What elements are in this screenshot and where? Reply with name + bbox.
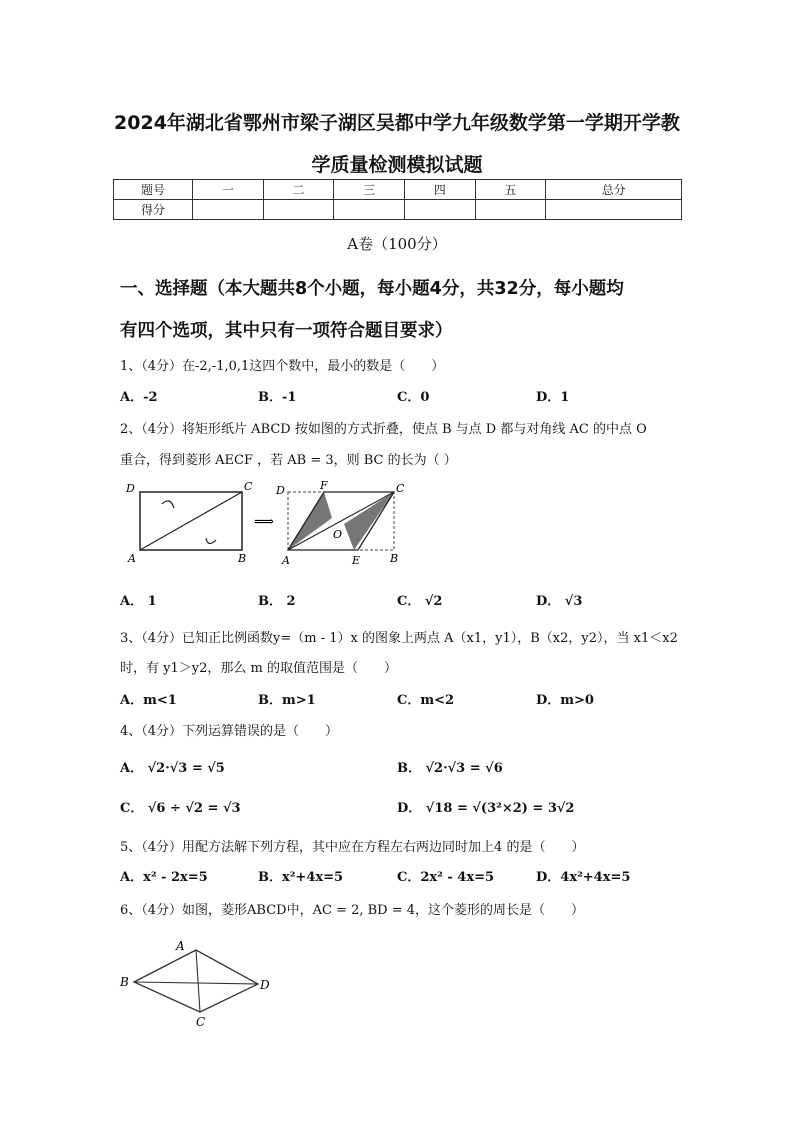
q2-folding-figure bbox=[118, 478, 418, 570]
part1-heading-line1: 一、选择题（本大题共8个小题，每小题4分，共32分，每小题均 bbox=[120, 279, 624, 299]
doc-title-line1: 2024年湖北省鄂州市梁子湖区吴都中学九年级数学第一学期开学教 bbox=[114, 112, 680, 134]
score-table bbox=[113, 179, 682, 220]
q2-label-right-a: A bbox=[282, 554, 290, 567]
score-header-cell: 题号 bbox=[114, 180, 193, 200]
q2-option-c[interactable]: C． √2 bbox=[397, 594, 443, 609]
score-cell[interactable] bbox=[263, 200, 334, 220]
q6-stem: 6、（4分）如图，菱形ABCD中，AC = 2, BD = 4，这个菱形的周长是（ ） bbox=[120, 903, 585, 918]
score-header-cell: 总分 bbox=[546, 180, 682, 200]
q2-transform-arrow: ⟹ bbox=[254, 514, 275, 530]
q2-label-right-e: E bbox=[352, 554, 361, 567]
score-cell[interactable] bbox=[334, 200, 405, 220]
q2-fold-arrow-bottom bbox=[206, 538, 216, 544]
score-cell[interactable] bbox=[404, 200, 475, 220]
q2-fold-arrow-top bbox=[162, 501, 174, 508]
q1-option-a[interactable]: A．-2 bbox=[120, 390, 158, 405]
q5-option-a[interactable]: A．x² - 2x=5 bbox=[120, 870, 208, 885]
q2-option-b[interactable]: B． 2 bbox=[258, 594, 296, 609]
q2-label-right-f: F bbox=[320, 479, 328, 492]
score-table-header-row bbox=[114, 180, 682, 200]
q6-label-a: A bbox=[176, 939, 185, 953]
q2-shaded-triangle-right bbox=[344, 492, 394, 550]
q6-rhombus bbox=[134, 950, 258, 1012]
q2-label-left-c: C bbox=[244, 480, 253, 493]
score-cell[interactable] bbox=[475, 200, 546, 220]
q4-option-b[interactable]: B． √2·√3 = √6 bbox=[397, 761, 503, 776]
score-header-cell: 一 bbox=[193, 180, 264, 200]
q2-shaded-triangle-left bbox=[288, 492, 332, 550]
q2-stem-line2: 重合，得到菱形 AECF ，若 AB = 3，则 BC 的长为（ ） bbox=[120, 453, 457, 468]
q5-option-c[interactable]: C．2x² - 4x=5 bbox=[397, 870, 495, 885]
score-header-cell: 二 bbox=[263, 180, 334, 200]
part1-heading-line2: 有四个选项，其中只有一项符合题目要求） bbox=[120, 321, 453, 341]
q4-option-a[interactable]: A． √2·√3 = √5 bbox=[120, 761, 225, 776]
q2-label-left-a: A bbox=[128, 552, 136, 565]
q1-stem: 1、（4分）在-2,-1,0,1这四个数中，最小的数是（ ） bbox=[120, 359, 445, 374]
q2-stem-line1: 2、（4分）将矩形纸片 ABCD 按如图的方式折叠，使点 B 与点 D 都与对角线 AC 的中点 O bbox=[120, 422, 647, 437]
score-cell[interactable] bbox=[193, 200, 264, 220]
q5-option-b[interactable]: B．x²+4x=5 bbox=[258, 870, 344, 885]
q5-option-d[interactable]: D．4x²+4x=5 bbox=[536, 870, 631, 885]
q1-option-d[interactable]: D．1 bbox=[536, 390, 570, 405]
doc-title-line2: 学质量检测模拟试题 bbox=[311, 154, 483, 176]
q4-option-d[interactable]: D． √18 = √(3²×2) = 3√2 bbox=[397, 801, 575, 816]
q2-label-left-b: B bbox=[238, 552, 247, 565]
q6-label-b: B bbox=[120, 975, 129, 989]
q6-label-d: D bbox=[260, 978, 270, 992]
q3-option-b[interactable]: B．m>1 bbox=[258, 693, 316, 708]
q6-label-c: C bbox=[196, 1015, 206, 1028]
q1-option-b[interactable]: B．-1 bbox=[258, 390, 297, 405]
q1-option-c[interactable]: C．0 bbox=[397, 390, 430, 405]
q3-option-d[interactable]: D．m>0 bbox=[536, 693, 594, 708]
section-a-heading: A卷（100分） bbox=[347, 235, 447, 253]
q3-option-a[interactable]: A．m<1 bbox=[120, 693, 177, 708]
score-row-label: 得分 bbox=[114, 200, 193, 220]
q2-diagonal-left bbox=[140, 492, 242, 550]
score-header-cell: 四 bbox=[404, 180, 475, 200]
q2-label-left-d: D bbox=[126, 482, 135, 495]
q2-label-right-c: C bbox=[396, 482, 405, 495]
q5-stem: 5、（4分）用配方法解下列方程，其中应在方程左右两边同时加上4 的是（ ） bbox=[120, 840, 585, 855]
q2-diagonal-right bbox=[288, 492, 394, 550]
q6-diagonal-ac bbox=[196, 950, 200, 1012]
score-table-score-row bbox=[114, 200, 682, 220]
q4-option-c[interactable]: C． √6 ÷ √2 = √3 bbox=[120, 801, 241, 816]
q3-stem-line1: 3、（4分）已知正比例函数y=（m - 1）x 的图象上两点 A（x1，y1），B（x2，y2），当 x1＜x2 bbox=[120, 631, 678, 646]
q2-option-d[interactable]: D． √3 bbox=[536, 594, 583, 609]
q3-stem-line2: 时，有 y1＞y2，那么 m 的取值范围是（ ） bbox=[120, 661, 397, 676]
q2-label-right-d: D bbox=[276, 484, 285, 497]
score-cell[interactable] bbox=[546, 200, 682, 220]
score-header-cell: 三 bbox=[334, 180, 405, 200]
q6-diagonal-bd bbox=[134, 982, 258, 984]
q6-rhombus-figure bbox=[118, 936, 278, 1028]
score-header-cell: 五 bbox=[475, 180, 546, 200]
q2-label-right-o: O bbox=[333, 528, 343, 541]
q2-label-right-b: B bbox=[390, 552, 399, 565]
q4-stem: 4、（4分）下列运算错误的是（ ） bbox=[120, 724, 339, 739]
q2-option-a[interactable]: A． 1 bbox=[120, 594, 157, 609]
q3-option-c[interactable]: C．m<2 bbox=[397, 693, 455, 708]
